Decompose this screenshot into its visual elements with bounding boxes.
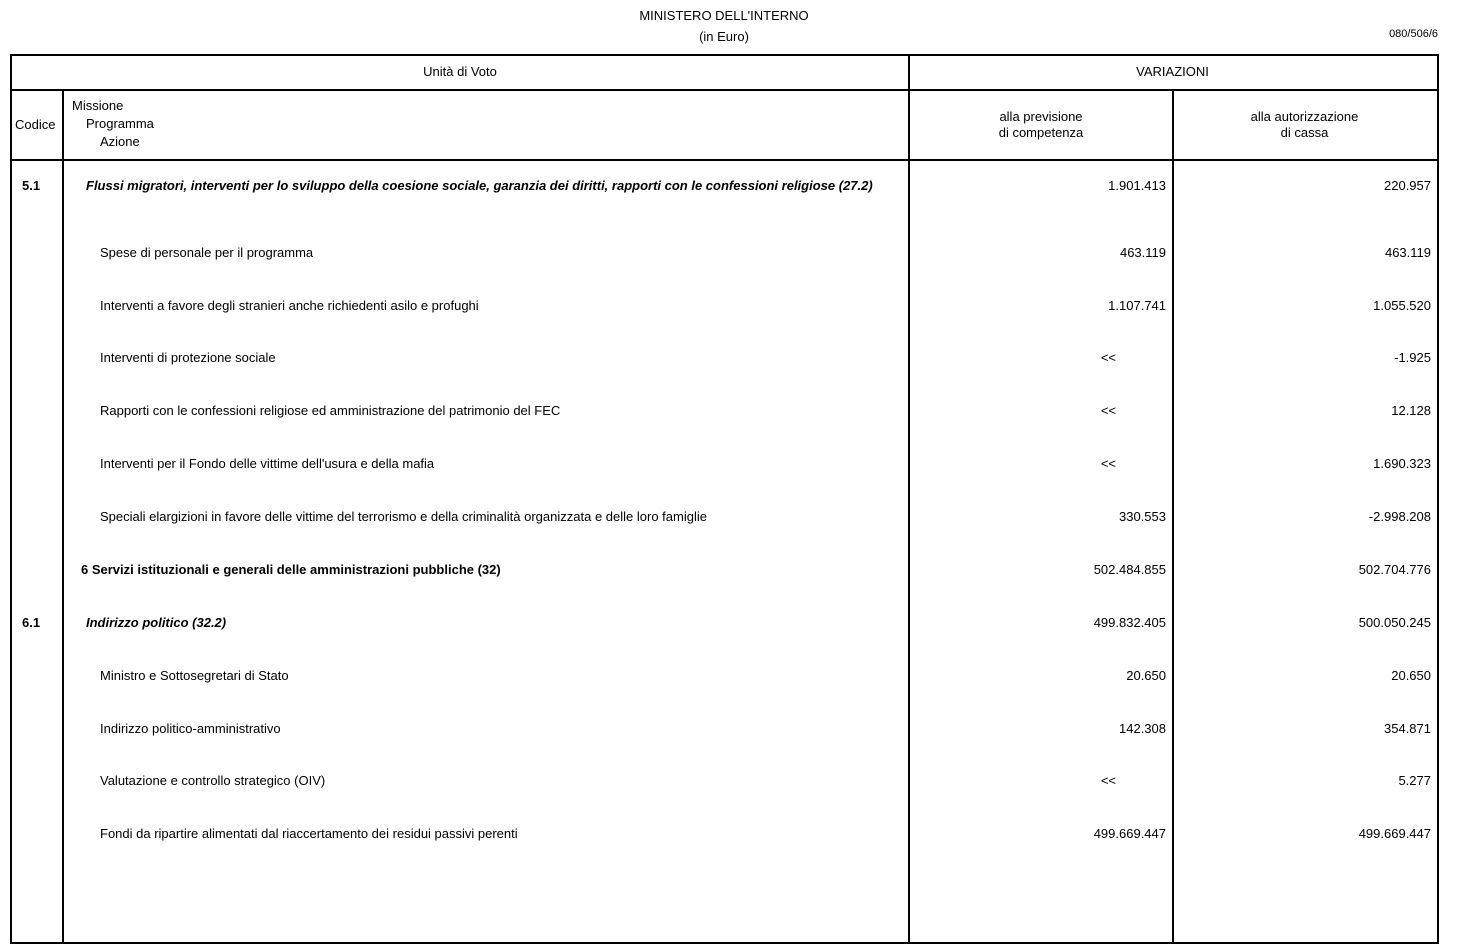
code-column-header: Codice — [15, 117, 56, 132]
row-label: 6 Servizi istituzionali e generali delle amministrazioni pubbliche (32) — [81, 562, 501, 577]
row-label: Interventi a favore degli stranieri anche richiedenti asilo e profughi — [100, 298, 479, 313]
document-code: 080/506/6 — [1389, 28, 1438, 40]
code-column-divider — [62, 89, 64, 942]
row-competenza: 463.119 — [1119, 245, 1166, 260]
missione-header: Missione — [72, 98, 124, 113]
row-cassa: 1.055.520 — [1373, 298, 1431, 313]
row-competenza: 1.107.741 — [1108, 298, 1166, 313]
competenza-header-line2: di competenza — [998, 125, 1084, 140]
row-cassa: 1.690.323 — [1373, 456, 1431, 471]
row-cassa: 500.050.245 — [1358, 615, 1431, 630]
unit-header: Unità di Voto — [423, 64, 497, 79]
row-label: Speciali elargizioni in favore delle vittime del terrorismo e della criminalità organizzata e delle loro famiglie — [100, 509, 707, 524]
row-competenza: << — [1100, 456, 1116, 471]
row-label: Valutazione e controllo strategico (OIV) — [100, 773, 326, 788]
cassa-header-line1: alla autorizzazione — [1250, 109, 1359, 124]
cassa-header — [1174, 109, 1435, 141]
variations-header: VARIAZIONI — [1136, 64, 1209, 79]
row-competenza: 142.308 — [1119, 721, 1166, 736]
desc-column-divider — [908, 54, 910, 942]
header-divider-top — [10, 89, 1439, 91]
row-cassa: 5.277 — [1398, 773, 1431, 788]
row-cassa: -1.925 — [1394, 350, 1431, 365]
row-competenza: 502.484.855 — [1093, 562, 1166, 577]
row-label: Indirizzo politico (32.2) — [86, 615, 227, 630]
row-competenza: 499.832.405 — [1093, 615, 1166, 630]
row-label: Spese di personale per il programma — [100, 245, 314, 260]
row-cassa: 12.128 — [1391, 403, 1431, 418]
row-competenza: << — [1100, 773, 1116, 788]
cassa-header-line2: di cassa — [1280, 125, 1329, 140]
row-label: Rapporti con le confessioni religiose ed amministrazione del patrimonio del FEC — [100, 403, 561, 418]
row-cassa: -2.998.208 — [1368, 509, 1431, 524]
azione-header: Azione — [100, 134, 140, 149]
programma-header: Programma — [86, 116, 154, 131]
currency-subtitle: (in Euro) — [699, 29, 749, 44]
row-cassa: 502.704.776 — [1358, 562, 1431, 577]
row-label: Indirizzo politico-amministrativo — [100, 721, 281, 736]
page-title: MINISTERO DELL'INTERNO — [639, 8, 809, 23]
row-label: Flussi migratori, interventi per lo sviluppo della coesione sociale, garanzia dei diritti, rapporti con le confessioni religiose (27.2) — [86, 178, 873, 193]
row-competenza: << — [1100, 403, 1116, 418]
values-column-divider — [1172, 89, 1174, 942]
row-label: Ministro e Sottosegretari di Stato — [100, 668, 289, 683]
competenza-header-line1: alla previsione — [999, 109, 1083, 124]
row-label: Interventi di protezione sociale — [100, 350, 276, 365]
row-competenza: 20.650 — [1126, 668, 1166, 683]
row-competenza: 1.901.413 — [1108, 178, 1166, 193]
row-code: 6.1 — [22, 615, 41, 630]
row-cassa: 499.669.447 — [1358, 826, 1431, 841]
row-cassa: 20.650 — [1391, 668, 1431, 683]
row-label: Fondi da ripartire alimentati dal riaccertamento dei residui passivi perenti — [100, 826, 518, 841]
row-cassa: 220.957 — [1384, 178, 1431, 193]
row-competenza: 330.553 — [1119, 509, 1166, 524]
header-divider-bottom — [10, 159, 1439, 161]
row-competenza: 499.669.447 — [1093, 826, 1166, 841]
competenza-header — [910, 109, 1172, 141]
row-code: 5.1 — [22, 178, 41, 193]
row-label: Interventi per il Fondo delle vittime dell'usura e della mafia — [100, 456, 435, 471]
row-cassa: 354.871 — [1384, 721, 1431, 736]
row-cassa: 463.119 — [1384, 245, 1431, 260]
row-competenza: << — [1100, 350, 1116, 365]
